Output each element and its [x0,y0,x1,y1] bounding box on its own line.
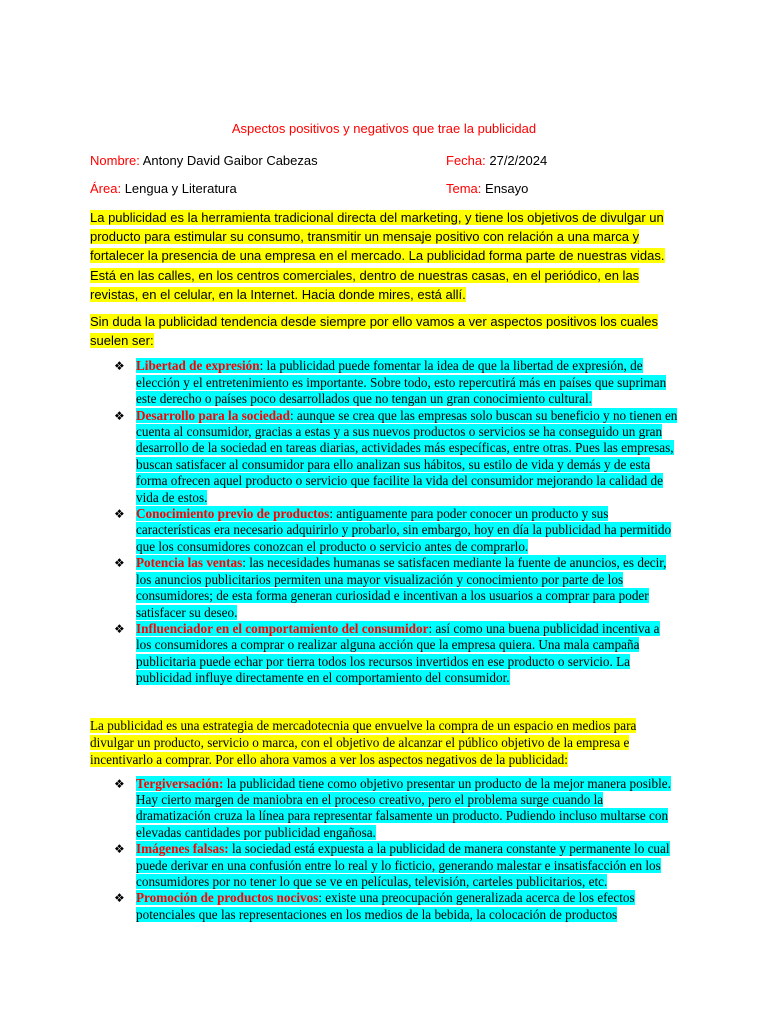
diamond-bullet-icon: ❖ [114,507,125,522]
document-title: Aspectos positivos y negativos que trae la publicidad [231,121,537,136]
list-item [114,776,678,842]
diamond-bullet-icon: ❖ [114,776,125,791]
list-item-body [136,776,671,840]
intro-paragraph-text: La publicidad es la herramienta tradicional directa del marketing, y tiene los objetivos de divulgar un producto para estimular su consumo, transmitir un mensaje positivo con relación a una marca y fortalecer la presencia de una empresa en el mercado. La publicidad forma parte de nuestras vidas. Está en las calles, en los centros comerciales, dentro de nuestras casas, en el periódico, en las revistas, en el celular, en la Internet. Hacia donde mires, está allí. [90,210,665,302]
diamond-bullet-icon: ❖ [114,891,125,906]
list-item-term: Conocimiento previo de productos [136,506,330,522]
meta-row-2 [90,180,678,198]
list-item [114,555,678,621]
list-item-text: : antiguamente para poder conocer un producto y sus características era necesario adquirirlo y probarlo, sin embargo, hoy en día la publicidad ha permitido que los consumidores conozcan el producto o servicio antes de comprarlo. [136,506,672,554]
list-item [114,358,678,407]
diamond-bullet-icon: ❖ [114,621,125,636]
list-item-text: : aunque se crea que las empresas solo buscan su beneficio y no tienen en cuenta al consumidor, gracias a estas y a sus nuevos productos o servicios se ha conseguido un gran desarrollo de la sociedad en tareas diarias, actividades más específicas, entre otras. Pues las empresas, buscan satisfacer al consumidor para ello analizan sus hábitos, su estilo de vida y demás y de esta forma ofrecen aquel producto o servicio que facilite la vida del consumidor mejorando la calidad de vida de estos. [136,407,678,505]
list-item-text: la sociedad está expuesta a la publicidad de manera constante y permanente lo cual puede derivar en una confusión entre lo real y lo ficticio, generando malestar e insatisfacción en los consumidores por no tener lo que se ve en películas, televisión, carteles publicitarios, etc. [136,841,670,889]
fecha-value: 27/2/2024 [485,153,548,168]
list-item-text: : la publicidad puede fomentar la idea de que la libertad de expresión, de elección y el entretenimiento es importante. Sobre todo, esto repercutirá más en países que supriman este derecho o países poco desarrollados que no tengan un gran conocimiento cultural. [136,358,667,407]
negative-intro-text: La publicidad es una estrategia de mercadotecnia que envuelve la compra de un espacio en medios para divulgar un producto, servicio o marca, con el objetivo de alcanzar el público objetivo de la empresa e incentivarlo a comprar. Por ello ahora vamos a ver los aspectos negativos de la publicidad: [90,717,637,767]
list-item [114,890,678,923]
fecha-label: Fecha: [446,153,486,168]
diamond-bullet-icon: ❖ [114,556,125,571]
tema-field [446,180,678,198]
list-item [114,408,678,506]
diamond-bullet-icon: ❖ [114,842,125,857]
list-item-body [136,621,660,685]
positive-aspects-list [90,358,678,686]
list-item-body [136,555,666,619]
list-item-term: Potencia las ventas [136,555,243,571]
list-item-term: Desarrollo para la sociedad [136,407,290,423]
meta-row-1 [90,152,678,170]
tema-value: Ensayo [481,181,529,196]
list-item [114,621,678,687]
diamond-bullet-icon: ❖ [114,359,125,374]
list-item-body [136,358,666,406]
positive-intro-paragraph [90,312,678,350]
list-item [114,841,678,890]
positive-intro-text: Sin duda la publicidad tendencia desde siempre por ello vamos a ver aspectos positivos los cuales suelen ser: [90,314,658,349]
area-label: Área: [90,181,122,196]
list-item-term: Promoción de productos nocivos [136,890,319,906]
list-item [114,506,678,555]
list-item-body [136,506,671,554]
nombre-label: Nombre: [90,153,140,168]
fecha-field [446,152,678,170]
list-item-term: Libertad de expresión [136,358,260,374]
list-item-body [136,841,670,889]
list-item-term: Influenciador en el comportamiento del consumidor [136,620,429,636]
area-value: Lengua y Literatura [121,181,237,196]
list-item-text: : existe una preocupación generalizada acerca de los efectos potenciales que las representaciones en los medios de la bebida, la colocación de productos [136,890,635,922]
list-item-text: : las necesidades humanas se satisfacen mediante la fuente de anuncios, es decir, los anuncios publicitarios permiten una mayor visualización y conocimiento por parte de los consumidores; de esta forma generan curiosidad e incentivan a los usuarios a comprar para poder satisfacer su deseo. [136,555,667,620]
diamond-bullet-icon: ❖ [114,408,125,423]
area-field [90,180,446,198]
intro-paragraph [90,208,678,304]
list-item-term: Imágenes falsas: [136,841,229,857]
list-item-body [136,890,635,921]
list-item-term: Tergiversación: [136,775,224,791]
negative-intro-paragraph [90,717,678,768]
nombre-value: Antony David Gaibor Cabezas [139,153,318,168]
list-item-body [136,408,677,505]
list-item-text: la publicidad tiene como objetivo presentar un producto de la mejor manera posible. Hay cierto margen de maniobra en el proceso creativo, pero el problema surge cuando la dramatización cruza la línea para representar falsamente un producto. Pudiendo incluso multarse con elevadas cantidades por publicidad engañosa. [136,775,671,840]
negative-aspects-list [90,776,678,924]
tema-label: Tema: [446,181,482,196]
nombre-field [90,152,446,170]
list-item-text: : así como una buena publicidad incentiva a los consumidores a comprar o realizar alguna acción que la empresa quiera. Una mala campaña publicitaria puede echar por tierra todos los recursos invertidos en ese producto o servicio. La publicidad influye directamente en el comportamiento del consumidor. [136,620,660,686]
